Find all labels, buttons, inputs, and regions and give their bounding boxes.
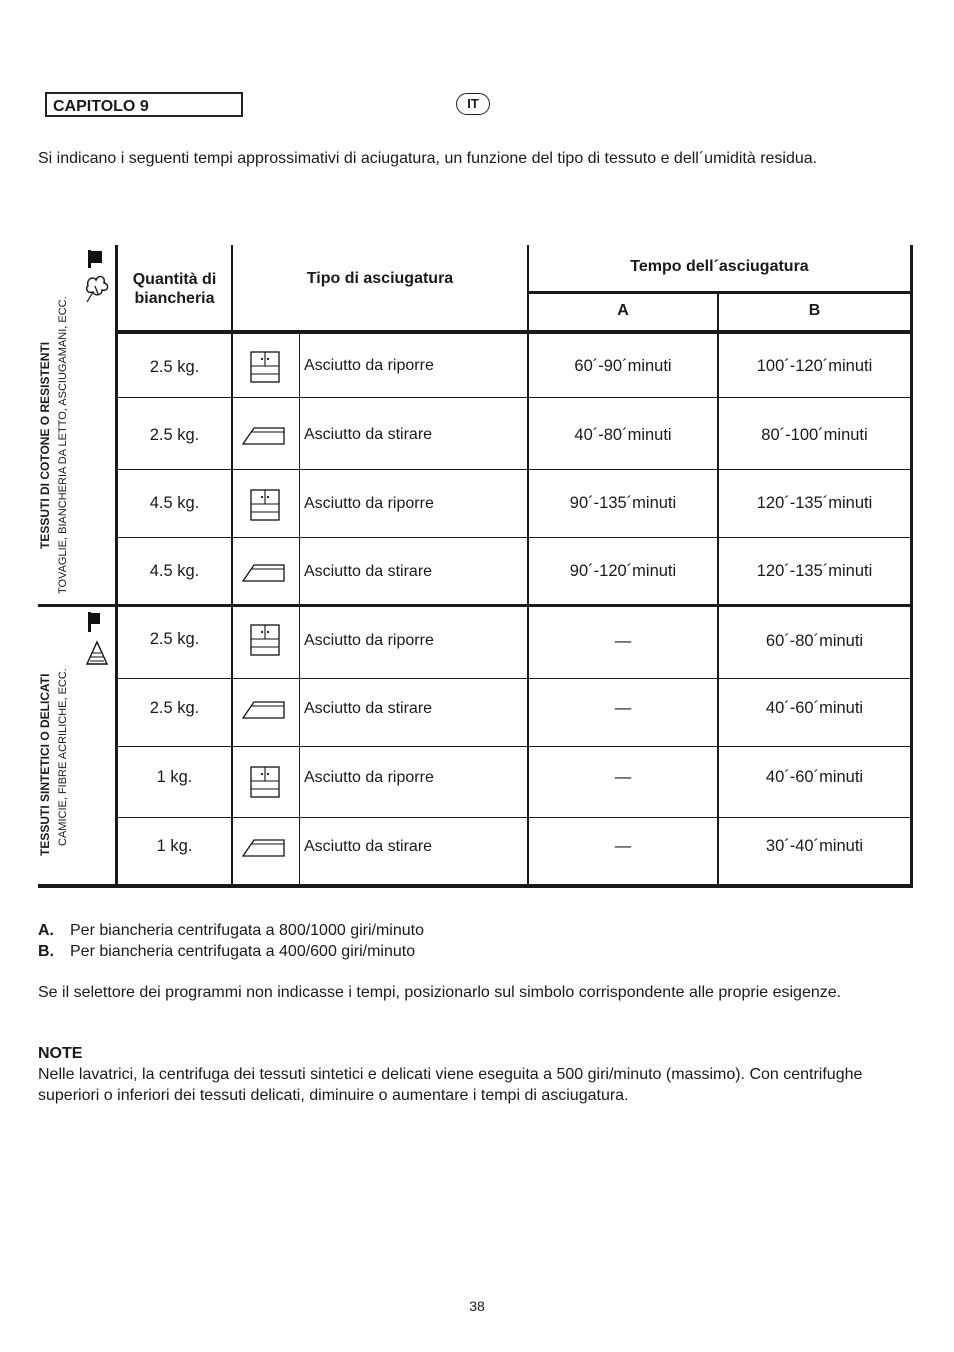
row-type: Asciutto da riporre [304, 495, 434, 512]
iron-icon [242, 696, 286, 720]
header-col-b: B [808, 302, 821, 319]
chapter-title: CAPITOLO 9 [45, 92, 243, 117]
synthetic-symbol-icon [84, 611, 110, 671]
row-time-a: — [614, 699, 632, 717]
header-type: Tipo di asciugatura [306, 270, 454, 287]
row-time-a: 90´-120´minuti [569, 562, 677, 580]
row-time-a: 40´-80´minuti [574, 426, 672, 444]
row-quantity: 2.5 kg. [149, 426, 200, 444]
row-type: Asciutto da riporre [304, 632, 434, 649]
row-quantity: 1 kg. [156, 837, 193, 855]
cotton-symbol-icon [84, 248, 110, 308]
legend-b-text: Per biancheria centrifugata a 400/600 giri/minuto [70, 943, 416, 960]
row-quantity: 2.5 kg. [149, 630, 200, 648]
row-quantity: 4.5 kg. [149, 494, 200, 512]
row-time-b: 40´-60´minuti [765, 699, 864, 717]
note-text: Nelle lavatrici, la centrifuga dei tessuti sintetici e delicati viene eseguita a 500 giri/minuto (massimo). Con centrifughe superiori o inferiori dei tessuti delicati, diminuire o aumentare i tempi di asciugatura. [38, 1066, 863, 1104]
row-time-a: — [614, 632, 632, 650]
group1-subtitle: TOVAGLIE, BIANCHERIA DA LETTO, ASCIUGAMANI, ECC. [57, 296, 69, 594]
row-time-a: — [614, 768, 632, 786]
row-quantity: 4.5 kg. [149, 562, 200, 580]
language-badge: IT [456, 93, 490, 115]
row-time-b: 30´-40´minuti [765, 837, 864, 855]
iron-icon [242, 559, 286, 583]
legend-a-text: Per biancheria centrifugata a 800/1000 giri/minuto [70, 922, 424, 939]
legend-b-key: B. [38, 943, 54, 960]
selector-note: Se il selettore dei programmi non indicasse i tempi, posizionarlo sul simbolo corrispondente alle proprie esigenze. [38, 984, 842, 1001]
row-time-b: 120´-135´minuti [756, 562, 873, 580]
row-time-b: 60´-80´minuti [765, 632, 864, 650]
row-time-a: 60´-90´minuti [574, 357, 672, 375]
header-col-a: A [617, 302, 629, 319]
page-number: 38 [469, 1298, 485, 1314]
cupboard-icon [250, 766, 281, 798]
row-type: Asciutto da riporre [304, 769, 434, 786]
group2-subtitle: CAMICIE, FIBRE ACRILICHE, ECC. [57, 668, 69, 846]
legend-a [38, 920, 918, 941]
iron-icon [242, 834, 286, 858]
row-type: Asciutto da stirare [304, 838, 433, 855]
group2-title: TESSUTI SINTETICI O DELICATI [38, 673, 52, 856]
row-type: Asciutto da stirare [304, 700, 433, 717]
row-time-b: 120´-135´minuti [756, 494, 873, 512]
row-time-b: 40´-60´minuti [765, 768, 864, 786]
row-type: Asciutto da stirare [304, 563, 433, 580]
row-quantity: 1 kg. [156, 768, 193, 786]
legend-a-key: A. [38, 922, 54, 939]
iron-icon [242, 422, 286, 446]
legend-b [38, 941, 918, 962]
row-time-a: 90´-135´minuti [569, 494, 677, 512]
row-time-b: 100´-120´minuti [756, 357, 873, 375]
group1-title: TESSUTI DI COTONE O RESISTENTI [38, 341, 52, 549]
row-type: Asciutto da stirare [304, 426, 433, 443]
intro-text: Si indicano i seguenti tempi approssimativi di aciugatura, un funzione del tipo di tessuto e dell´umidità residua. [38, 150, 818, 167]
row-time-b: 80´-100´minuti [761, 426, 868, 444]
note-title: NOTE [38, 1045, 83, 1062]
row-time-a: — [614, 837, 632, 855]
row-quantity: 2.5 kg. [149, 358, 200, 376]
row-quantity: 2.5 kg. [149, 699, 200, 717]
row-type: Asciutto da riporre [304, 357, 434, 374]
header-quantity: Quantità di biancheria [132, 271, 217, 307]
header-time: Tempo dell´asciugatura [630, 258, 809, 275]
cupboard-icon [250, 489, 281, 521]
cupboard-icon [250, 351, 281, 383]
cupboard-icon [250, 624, 281, 656]
